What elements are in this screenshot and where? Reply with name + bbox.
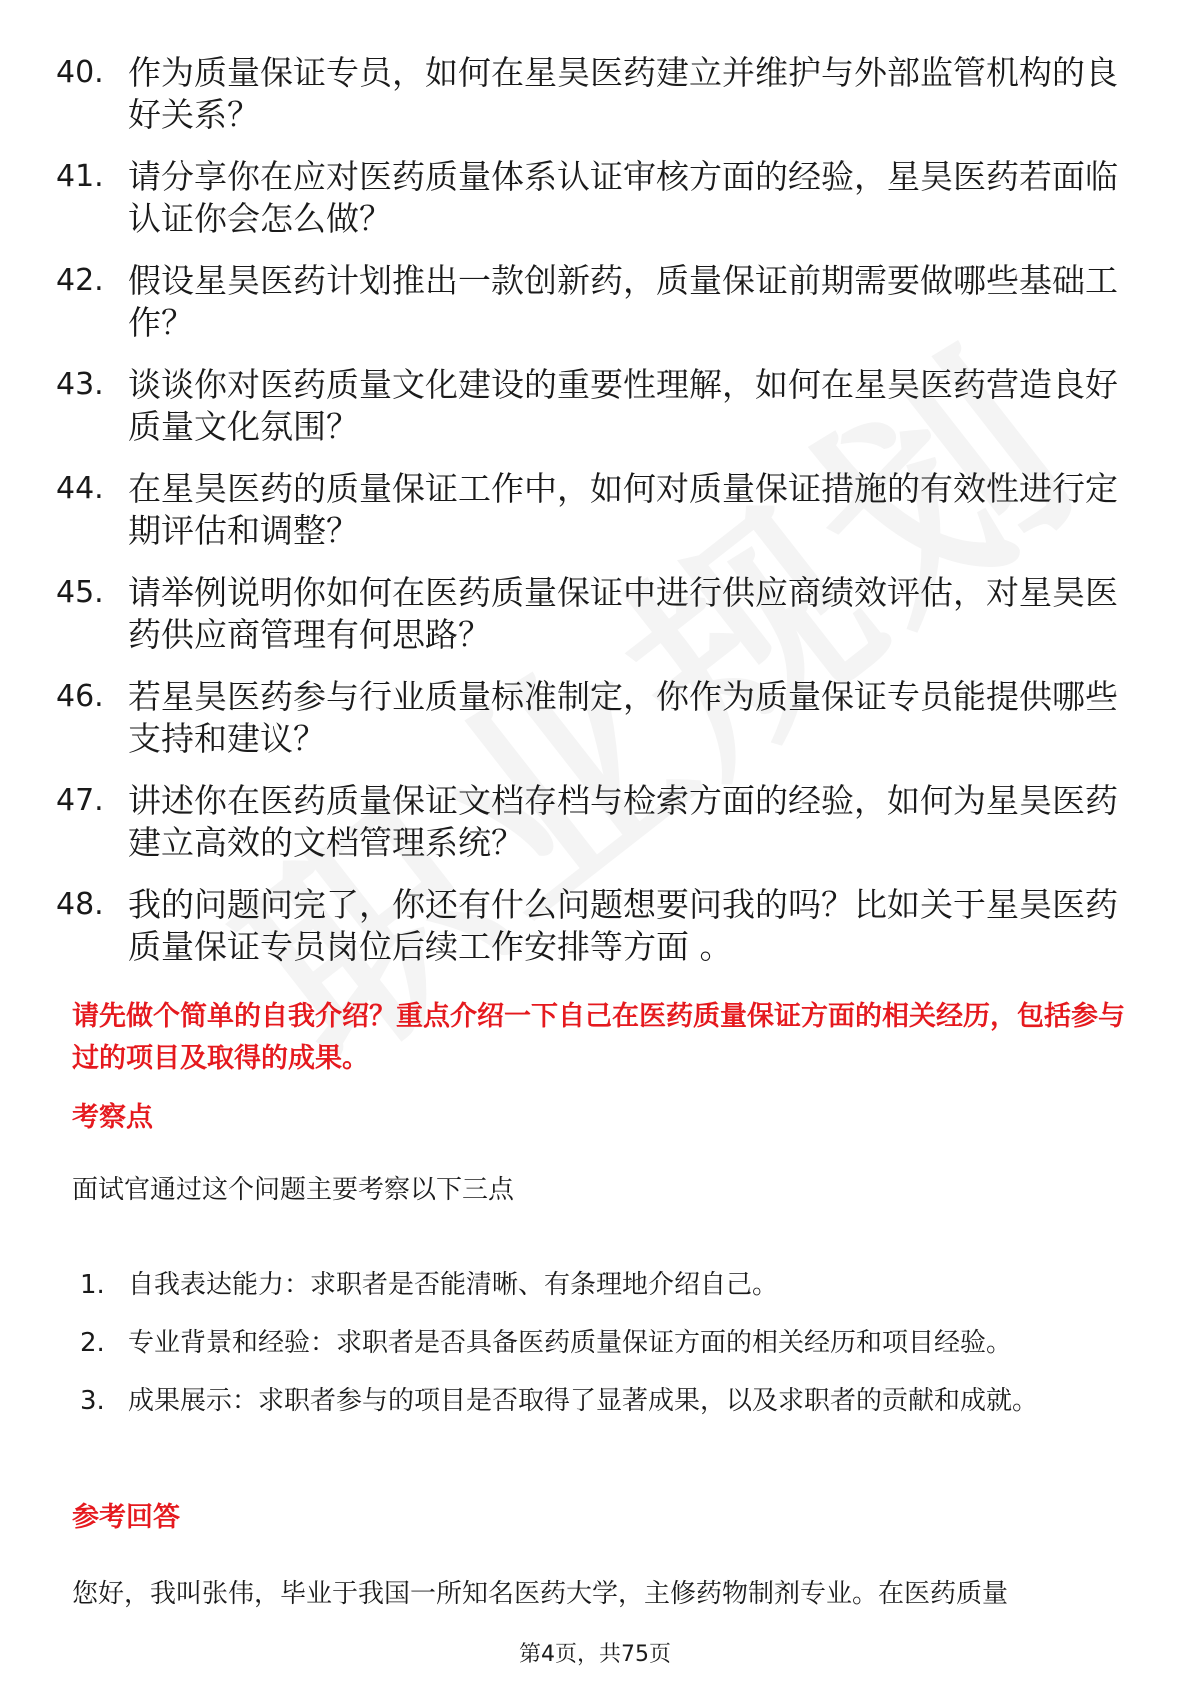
point-text: 成果展示：求职者参与的项目是否取得了显著成果，以及求职者的贡献和成就。: [128, 1386, 1039, 1416]
question-item: [56, 52, 1136, 136]
point-number: 3.: [80, 1386, 105, 1416]
main-question: 请先做个简单的自我介绍？重点介绍一下自己在医药质量保证方面的相关经历，包括参与过的项目及取得的成果。: [72, 1001, 1125, 1074]
assessment-points: [80, 1256, 1100, 1430]
question-item: [56, 156, 1136, 240]
point-number: 1.: [80, 1270, 105, 1300]
question-list: [56, 52, 1136, 988]
point-text: 专业背景和经验：求职者是否具备医药质量保证方面的相关经历和项目经验。: [128, 1328, 1013, 1358]
page-footer: 第4页，共75页: [519, 1642, 671, 1667]
question-number: 40.: [56, 55, 104, 90]
question-number: 46.: [56, 679, 104, 714]
assessment-point: [80, 1256, 1100, 1314]
question-item: [56, 884, 1136, 968]
assessment-point: [80, 1314, 1100, 1372]
question-text: 请分享你在应对医药质量体系认证审核方面的经验，星昊医药若面临认证你会怎么做？: [128, 157, 1118, 238]
question-number: 41.: [56, 159, 104, 194]
point-text: 自我表达能力：求职者是否能清晰、有条理地介绍自己。: [128, 1270, 779, 1300]
question-number: 47.: [56, 783, 104, 818]
question-text: 讲述你在医药质量保证文档存档与检索方面的经验，如何为星昊医药建立高效的文档管理系统？: [128, 781, 1118, 862]
question-text: 若星昊医药参与行业质量标准制定，你作为质量保证专员能提供哪些支持和建议？: [128, 677, 1118, 758]
question-item: [56, 572, 1136, 656]
question-item: [56, 260, 1136, 344]
reference-answer: 您好，我叫张伟，毕业于我国一所知名医药大学，主修药物制剂专业。在医药质量: [72, 1579, 1009, 1609]
question-text: 请举例说明你如何在医药质量保证中进行供应商绩效评估，对星昊医药供应商管理有何思路？: [128, 573, 1118, 654]
question-text: 在星昊医药的质量保证工作中，如何对质量保证措施的有效性进行定期评估和调整？: [128, 469, 1118, 550]
question-item: [56, 364, 1136, 448]
question-number: 42.: [56, 263, 104, 298]
question-text: 作为质量保证专员，如何在星昊医药建立并维护与外部监管机构的良好关系？: [128, 53, 1118, 134]
question-number: 44.: [56, 471, 104, 506]
question-number: 43.: [56, 367, 104, 402]
question-item: [56, 780, 1136, 864]
point-number: 2.: [80, 1328, 105, 1358]
question-text: 假设星昊医药计划推出一款创新药，质量保证前期需要做哪些基础工作？: [128, 261, 1118, 342]
question-number: 45.: [56, 575, 104, 610]
question-text: 我的问题问完了，你还有什么问题想要问我的吗？比如关于星昊医药质量保证专员岗位后续工作安排等方面 。: [128, 885, 1118, 966]
assessment-intro: 面试官通过这个问题主要考察以下三点: [72, 1175, 515, 1205]
question-number: 48.: [56, 887, 104, 922]
assessment-point: [80, 1372, 1100, 1430]
assessment-title: 考察点: [72, 1102, 153, 1133]
question-text: 谈谈你对医药质量文化建设的重要性理解，如何在星昊医药营造良好质量文化氛围？: [128, 365, 1118, 446]
question-item: [56, 468, 1136, 552]
question-item: [56, 676, 1136, 760]
reference-title: 参考回答: [72, 1502, 180, 1533]
